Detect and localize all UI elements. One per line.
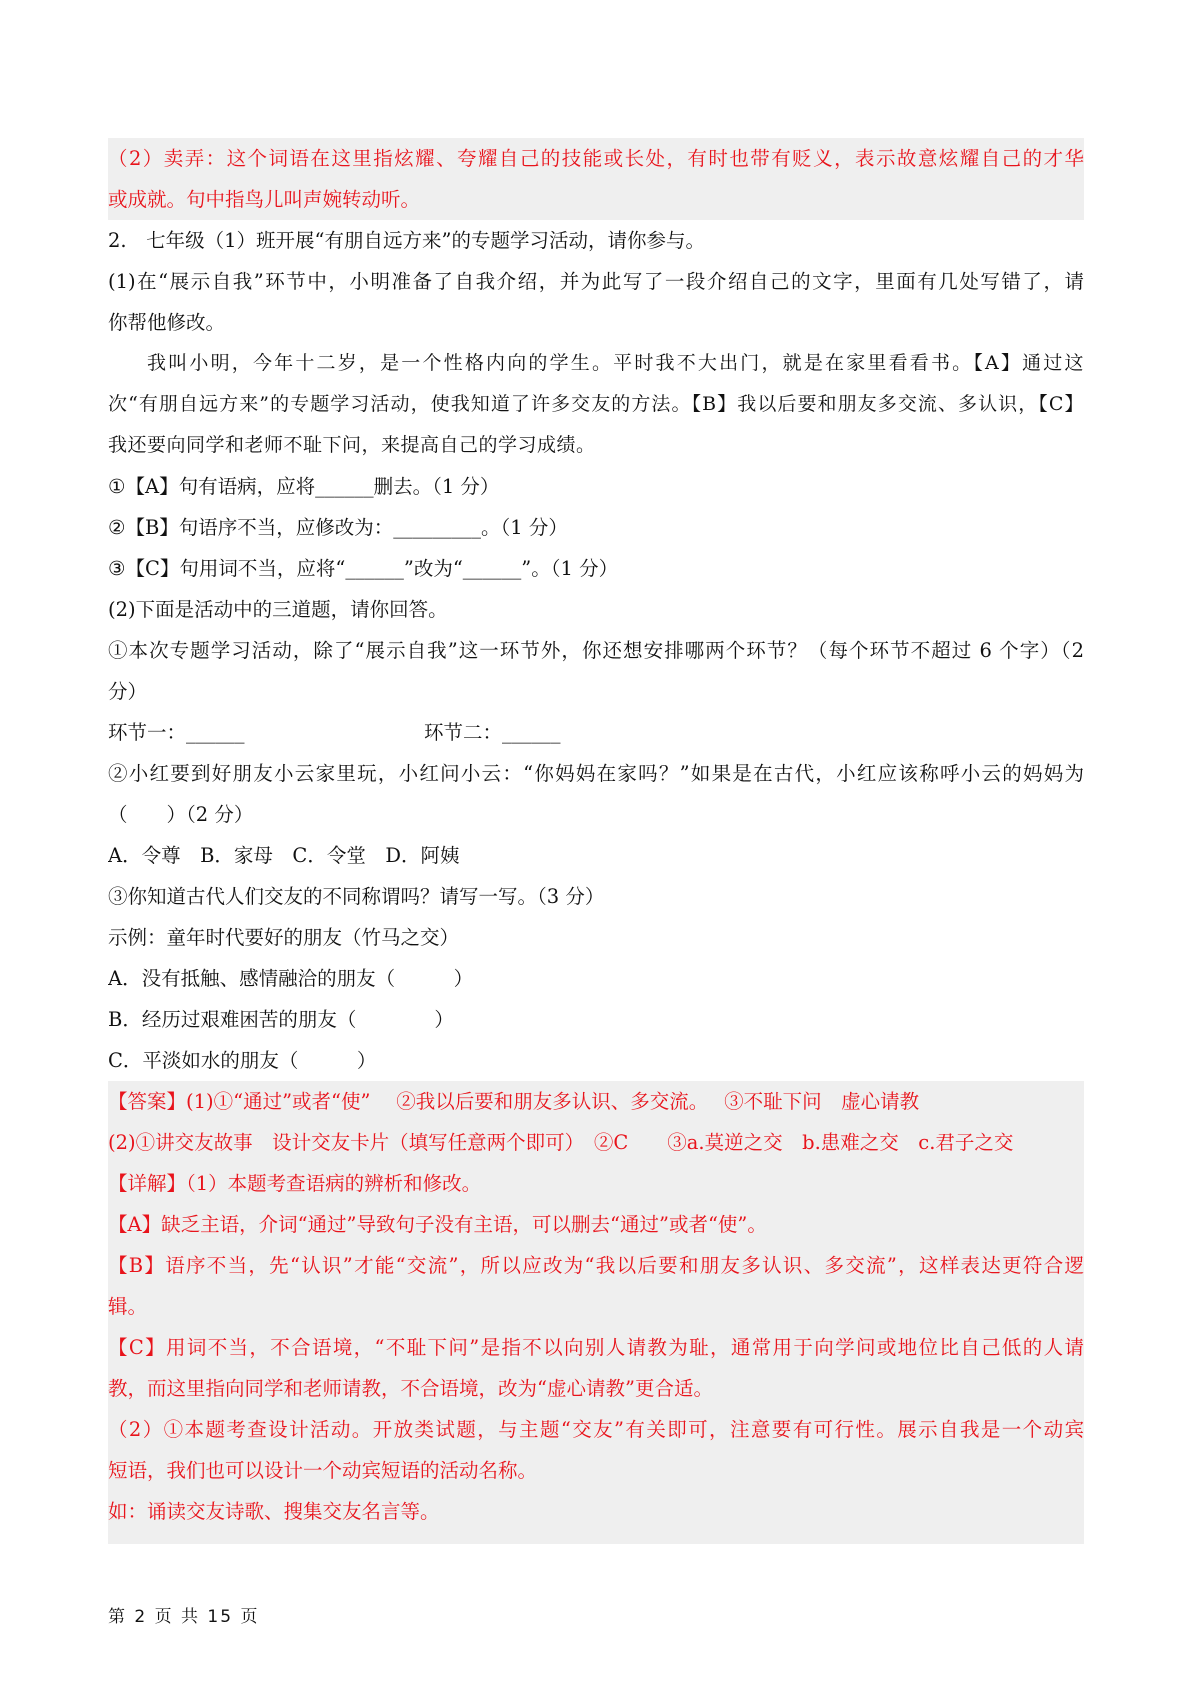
question-text-line: ②小红要到好朋友小云家里玩，小红问小云：“你妈妈在家吗？”如果是在古代，小红应该称呼小云的妈妈为 [108, 762, 1084, 785]
detail-line: 短语，我们也可以设计一个动宾短语的活动名称。 [108, 1459, 538, 1482]
answer-key-line: (2)①讲交友故事 设计交友卡片（填写任意两个即可） ②C ③a.莫逆之交 b.患难之交 c.君子之交 [108, 1131, 1014, 1154]
detail-line: 教，而这里指向同学和老师请教，不合语境，改为“虚心请教”更合适。 [108, 1377, 713, 1400]
detail-line: 辑。 [108, 1295, 148, 1318]
answer-block [108, 1081, 1084, 1544]
detail-line: 如：诵读交友诗歌、搜集交友名言等。 [108, 1500, 440, 1523]
question-text-line: ①本次专题学习活动，除了“展示自我”这一环节外，你还想安排哪两个环节？（每个环节不超过 6 个字）（2 [108, 639, 1084, 662]
detail-line: 【B】语序不当，先“认识”才能“交流”，所以应改为“我以后要和朋友多认识、多交流”，这样表达更符合逻 [108, 1254, 1084, 1277]
question-text-line: （ ）（2 分） [108, 803, 254, 826]
question-text-line: ③你知道古代人们交友的不同称谓吗？请写一写。（3 分） [108, 885, 605, 908]
sub-item: A．没有抵触、感情融洽的朋友（ ） [108, 967, 474, 990]
blank-row [108, 712, 1084, 753]
blank-one: 环节一：______ [108, 721, 245, 744]
detail-line: （2）①本题考查设计活动。开放类试题，与主题“交友”有关即可，注意要有可行性。展示自我是一个动宾 [108, 1418, 1084, 1441]
detail-line: 【C】用词不当，不合语境，“不耻下问”是指不以向别人请教为耻，通常用于向学问或地位比自己低的人请 [108, 1336, 1084, 1359]
question-text-line: 分） [108, 680, 148, 703]
answer-key-line: 【答案】(1)①“通过”或者“使” ②我以后要和朋友多认识、多交流。 ③不耻下问 虚心请教 [108, 1090, 920, 1113]
document-page [108, 138, 1084, 1544]
question-stem: 2. 七年级（1）班开展“有朋自远方来”的专题学习活动，请你参与。 [108, 229, 705, 252]
page-footer: 第 2 页 共 15 页 [108, 1607, 260, 1627]
answer-text-line: （2）卖弄：这个词语在这里指炫耀、夸耀自己的技能或长处，有时也带有贬义，表示故意炫耀自己的才华 [108, 147, 1084, 170]
answer-text-line: 或成就。句中指鸟儿叫声婉转动听。 [108, 188, 421, 211]
sub-item: ①【A】句有语病，应将______删去。（1 分） [108, 475, 500, 498]
sub-item: ②【B】句语序不当，应修改为：_________。（1 分） [108, 516, 568, 539]
detail-line: 【A】缺乏主语，介词“通过”导致句子没有主语，可以删去“通过”或者“使”。 [108, 1213, 767, 1236]
passage-line: 我还要向同学和老师不耻下问，来提高自己的学习成绩。 [108, 434, 596, 456]
question-text-line: (1)在“展示自我”环节中，小明准备了自我介绍，并为此写了一段介绍自己的文字，里面有几处写错了，请 [108, 270, 1084, 293]
blank-two: 环节二：______ [424, 721, 561, 744]
choice-options: A．令尊 B．家母 C．令堂 D．阿姨 [108, 844, 460, 867]
passage-line: 次“有朋自远方来”的专题学习活动，使我知道了许多交友的方法。【B】我以后要和朋友多交流、多认识，【C】 [108, 393, 1084, 415]
detail-line: 【详解】（1）本题考查语病的辨析和修改。 [108, 1172, 482, 1195]
question-text-line: 你帮他修改。 [108, 311, 226, 334]
part2-intro: (2)下面是活动中的三道题，请你回答。 [108, 598, 448, 621]
previous-answer-block [108, 138, 1084, 220]
example-line: 示例：童年时代要好的朋友（竹马之交） [108, 926, 460, 949]
sub-item: ③【C】句用词不当，应将“______”改为“______”。（1 分） [108, 557, 619, 580]
sub-item: C．平淡如水的朋友（ ） [108, 1049, 377, 1072]
sub-item: B．经历过艰难困苦的朋友（ ） [108, 1008, 454, 1031]
passage-line: 我叫小明，今年十二岁，是一个性格内向的学生。平时我不大出门，就是在家里看看书。【A】通过这 [147, 352, 1084, 374]
question-block [108, 220, 1084, 1081]
